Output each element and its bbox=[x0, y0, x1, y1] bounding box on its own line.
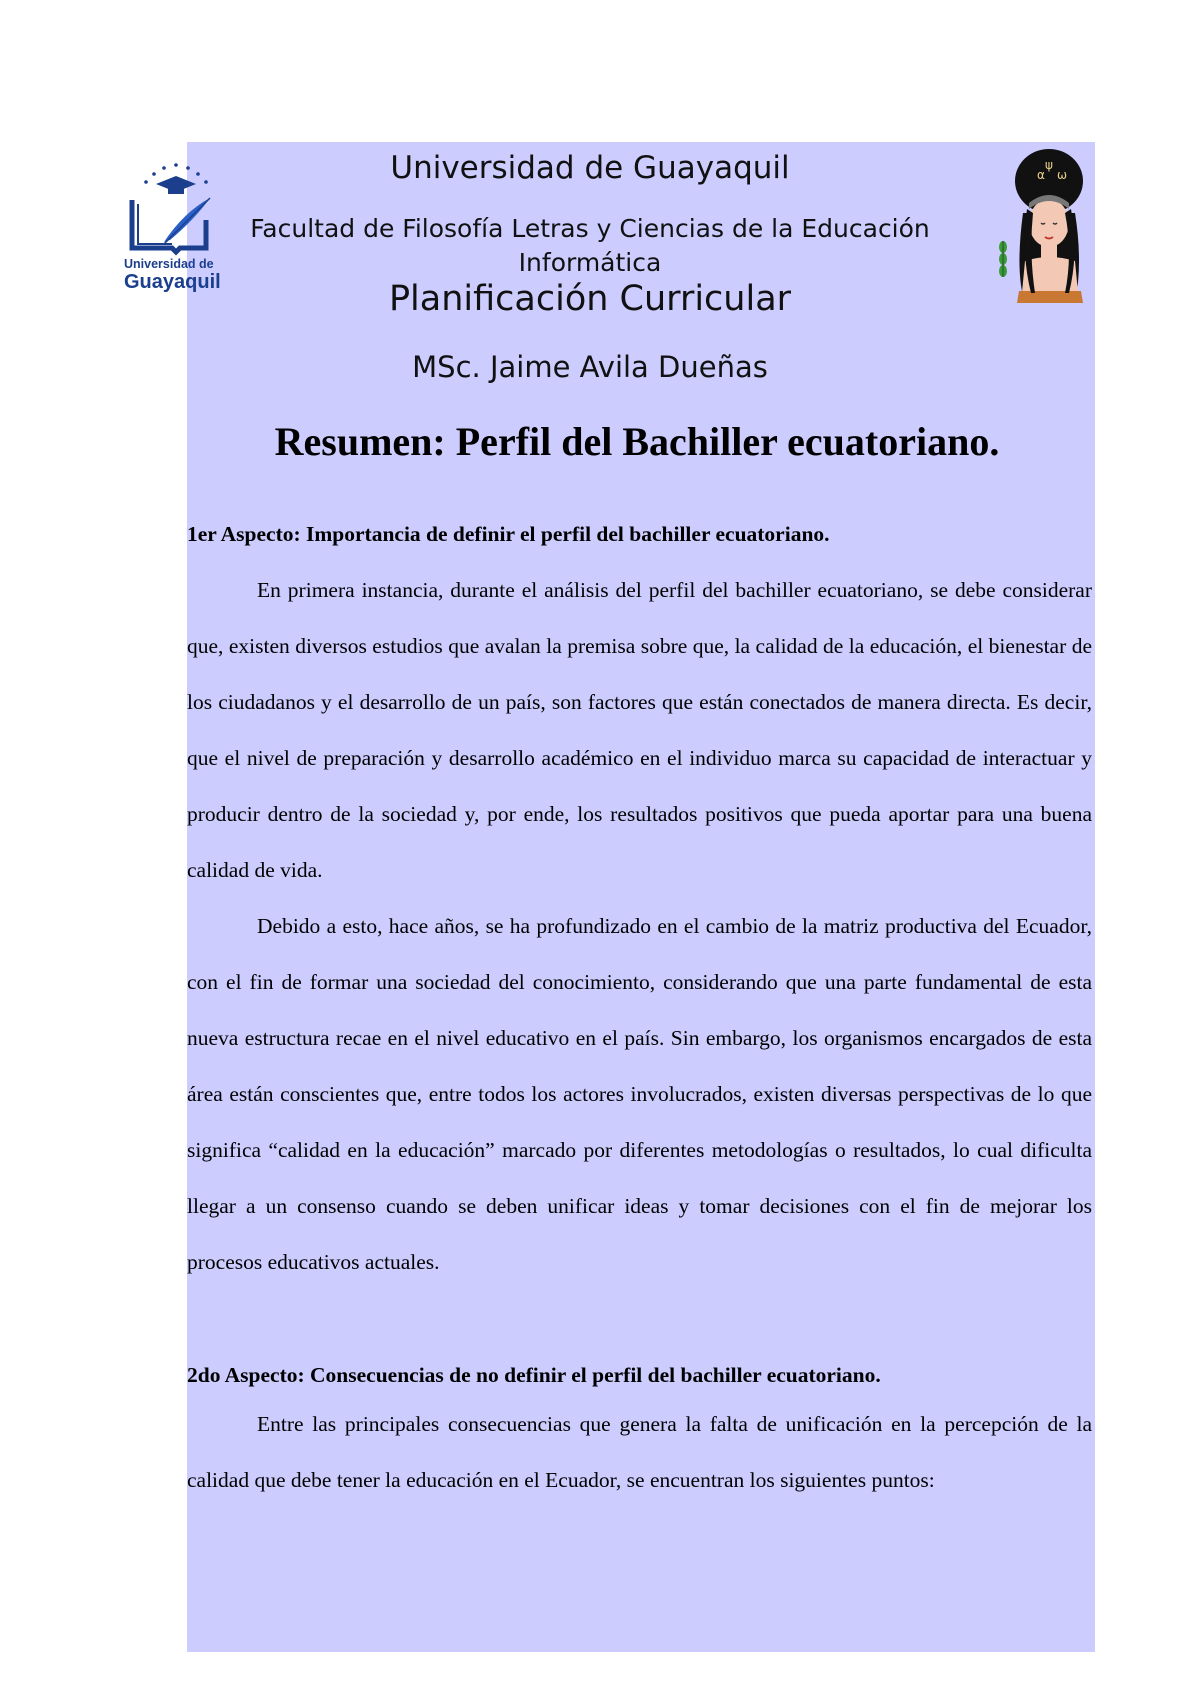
aspect2-paragraph-1: Entre las principales consecuencias que genera la falta de unificación en la percepción de la calidad que debe tener la educación en el Ecuador, se encuentran los siguientes puntos: bbox=[187, 1412, 1092, 1492]
aspect1-paragraph-1: En primera instancia, durante el análisis del perfil del bachiller ecuatoriano, se debe considerar que, existen diversos estudios que avalan la premisa sobre que, la calidad de la educación, el bienestar de los ciudadanos y el desarrollo de un país, son factores que están conectados de manera directa. Es decir, que el nivel de preparación y desarrollo académico en el individuo marca su capacidad de interactuar y producir dentro de la sociedad y, por ende, los resultados positivos que pueda aportar para una buena calidad de vida. bbox=[187, 578, 1092, 882]
aspect1-paragraphs bbox=[187, 562, 1092, 1290]
document-title: Resumen: Perfil del Bachiller ecuatoriano. bbox=[274, 419, 1000, 464]
logo-text-line2: Guayaquil bbox=[124, 271, 221, 293]
aspect1-heading: 1er Aspecto: Importancia de definir el perfil del bachiller ecuatoriano. bbox=[187, 522, 830, 546]
faculty-emblem bbox=[995, 143, 1095, 315]
professor-name: MSc. Jaime Avila Dueñas bbox=[412, 350, 768, 384]
aspect1-section bbox=[187, 519, 1092, 549]
faculty-emblem-icon bbox=[995, 143, 1095, 315]
svg-text:ψ: ψ bbox=[1045, 158, 1053, 172]
aspect2-section bbox=[187, 1360, 1092, 1390]
logo-text-line1: Universidad de bbox=[124, 257, 214, 271]
aspect2-paragraphs bbox=[187, 1396, 1092, 1508]
aspect1-paragraph-2: Debido a esto, hace años, se ha profundizado en el cambio de la matriz productiva del Ecuador, con el fin de formar una sociedad del conocimiento, considerando que una parte fundamental de esta nueva estructura recae en el nivel educativo en el país. Sin embargo, los organismos encargados de esta área están conscientes que, entre todos los actores involucrados, existen diversas perspectivas de lo que significa “calidad en la educación” marcado por diferentes metodologías o resultados, lo cual dificulta llegar a un consenso cuando se deben unificar ideas y tomar decisiones con el fin de mejorar los procesos educativos actuales. bbox=[187, 914, 1092, 1274]
faculty-name: Facultad de Filosofía Letras y Ciencias de la Educación bbox=[250, 214, 930, 243]
aspect2-heading: 2do Aspecto: Consecuencias de no definir el perfil del bachiller ecuatoriano. bbox=[187, 1363, 881, 1387]
svg-text:α: α bbox=[1037, 168, 1045, 182]
university-name: Universidad de Guayaquil bbox=[390, 150, 790, 186]
subject-name: Planificación Curricular bbox=[388, 279, 792, 319]
svg-text:ω: ω bbox=[1057, 168, 1068, 182]
career-name: Informática bbox=[518, 248, 662, 277]
